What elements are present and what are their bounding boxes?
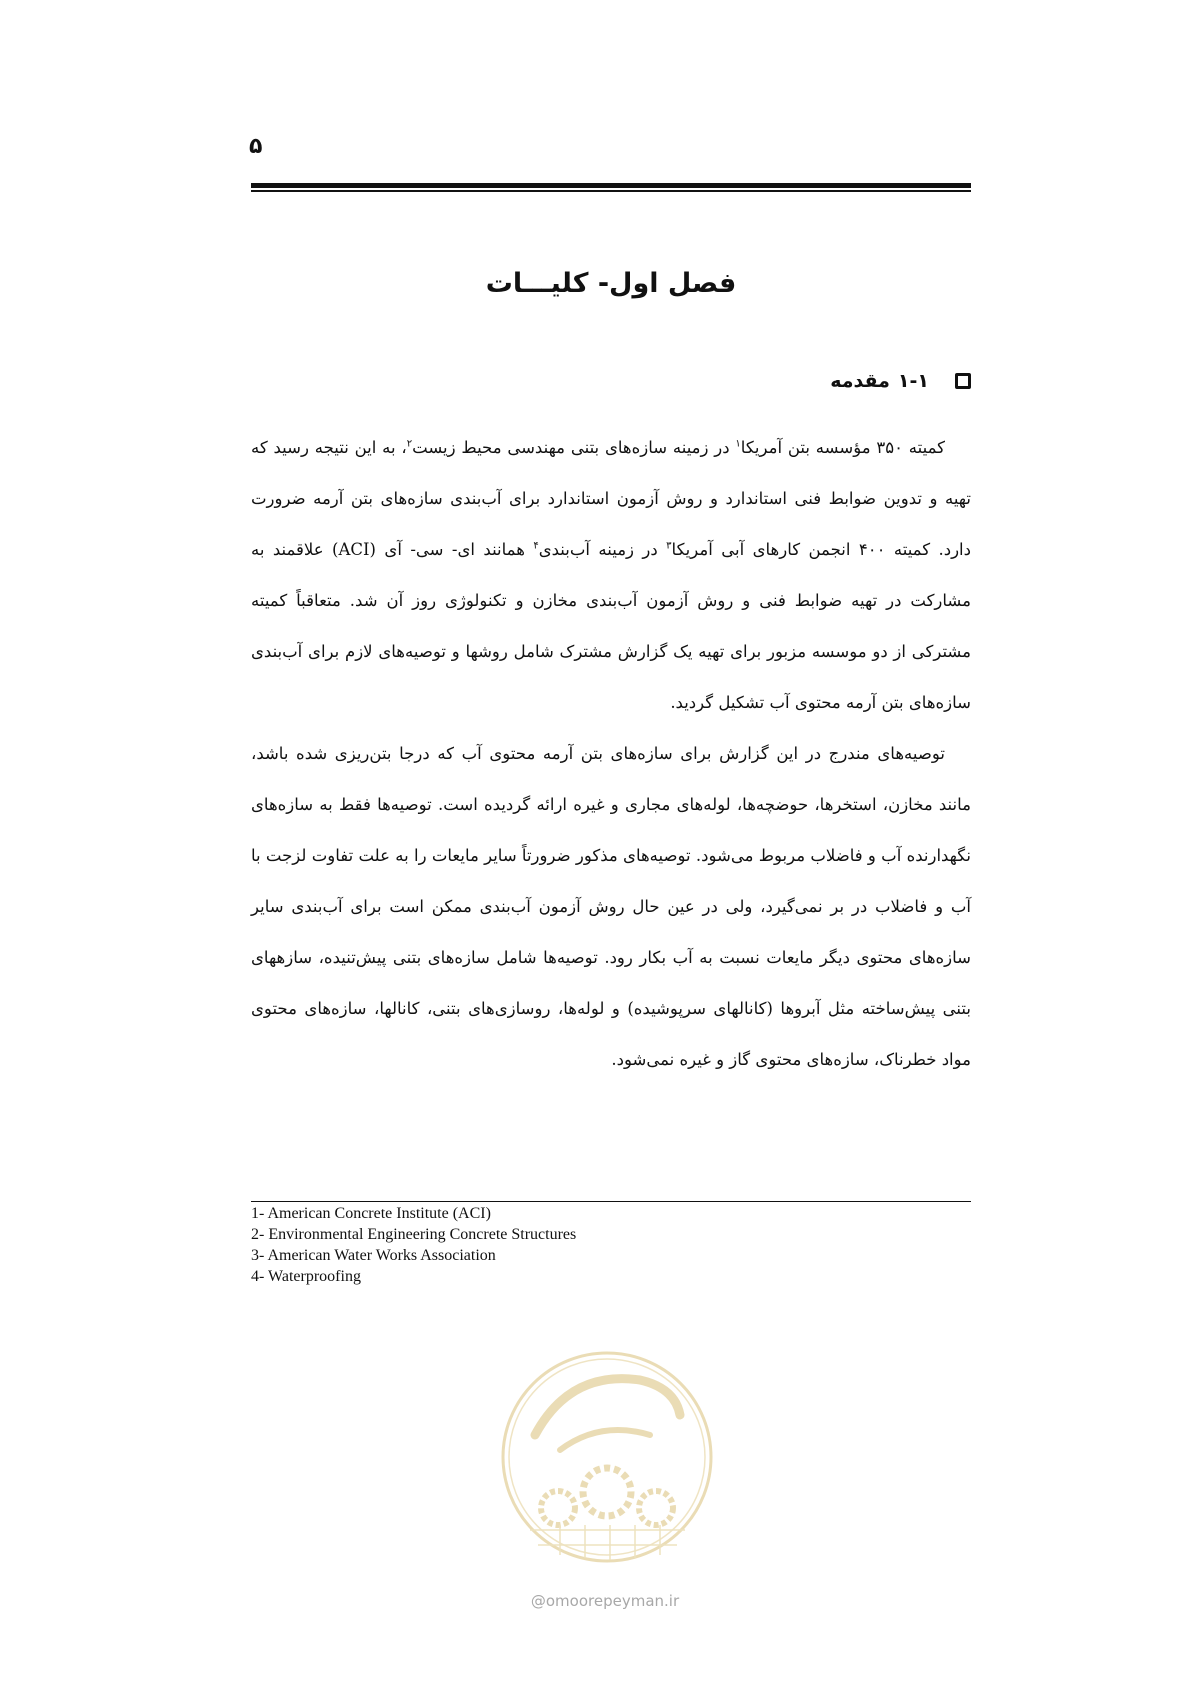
watermark-script-stroke: [535, 1379, 680, 1435]
page-number: ۵: [249, 134, 263, 159]
watermark-gear-center: [583, 1468, 631, 1516]
footnote-1: 1- American Concrete Institute (ACI): [251, 1205, 491, 1222]
footnote-2: 2- Environmental Engineering Concrete Structures: [251, 1226, 577, 1243]
paragraph-1-part-4: در زمینه آب‌بندی: [538, 540, 667, 559]
paragraph-1: [251, 422, 971, 728]
watermark-gear-left: [541, 1491, 575, 1525]
footnote-ref-4: ۴: [533, 540, 539, 552]
footnote-ref-1: ۱: [735, 438, 741, 450]
footnote-4: 4- Waterproofing: [251, 1268, 361, 1285]
body-text: [251, 422, 971, 1085]
section-heading: [830, 370, 971, 392]
footnote-ref-3: ۳: [666, 540, 672, 552]
footnote-ref-2: ۲: [406, 438, 413, 450]
paragraph-1-part-5: همانند ای- سی- آی (ACI) علاقمند به مشارکت در تهیه ضوابط فنی و روش آزمون آب‌بندی مخازن و تکنولوژی روز آن شد. متعاقباً کمیته مشترکی از دو موسسه مزبور برای تهیه یک گزارش مشترک شامل روشها و توصیه‌های لازم برای آب‌بندی سازه‌های بتن آرمه محتوی آب تشکیل گردید.: [251, 540, 971, 712]
square-bullet-icon: [955, 373, 971, 389]
header-rule-thin: [251, 190, 971, 192]
footnote-rule: [251, 1201, 971, 1202]
footnotes: [251, 1203, 971, 1287]
chapter-title: فصل اول- کلیـــات: [485, 268, 737, 299]
watermark-script-stroke-2: [560, 1430, 650, 1450]
watermark-gear-right: [639, 1491, 673, 1525]
paragraph-2: توصیه‌های مندرج در این گزارش برای سازه‌های بتن آرمه محتوی آب که درجا بتن‌ریزی شده باشد، مانند مخازن، استخرها، حوضچه‌ها، لوله‌های مجاری و غیره ارائه گردیده است. توصیه‌ها فقط به سازه‌های نگهدارنده آب و فاضلاب مربوط می‌شود. توصیه‌های مذکور ضرورتاً سایر مایعات را به علت تفاوت لزجت با آب و فاضلاب در بر نمی‌گیرد، ولی در عین حال روش آزمون آب‌بندی ممکن است برای آب‌بندی سایر سازه‌های محتوی دیگر مایعات نسبت به آب بکار رود. توصیه‌ها شامل سازه‌های بتنی پیش‌تنیده، سازههای بتنی پیش‌ساخته مثل آبروها (کانالهای سرپوشیده) و لوله‌ها، روسازی‌های بتنی، کانالها، سازه‌های محتوی مواد خطرناک، سازه‌های محتوی گاز و غیره نمی‌شود.: [251, 744, 971, 1069]
section-title: مقدمه: [830, 370, 890, 392]
paragraph-1-part-3: ، به این نتیجه رسید که تهیه و تدوین ضوابط فنی استاندارد و روش آزمون استاندارد برای آب‌بندی سازه‌های بتن آرمه ضرورت دارد. کمیته ۴۰۰ انجمن کارهای آبی آمریکا: [251, 438, 971, 559]
watermark-url: @omoorepeyman.ir: [530, 1592, 680, 1610]
watermark-logo-icon: [490, 1340, 725, 1575]
section-number: ۱-۱: [897, 370, 929, 392]
header-rule: [251, 183, 971, 193]
paragraph-1-part-1: کمیته ۳۵۰ مؤسسه بتن آمریکا: [740, 438, 945, 457]
header-rule-thick: [251, 183, 971, 188]
paragraph-1-part-2: در زمینه سازه‌های بتنی مهندسی محیط زیست: [412, 438, 736, 457]
watermark-inner-ring: [509, 1359, 705, 1555]
footnote-3: 3- American Water Works Association: [251, 1247, 496, 1264]
